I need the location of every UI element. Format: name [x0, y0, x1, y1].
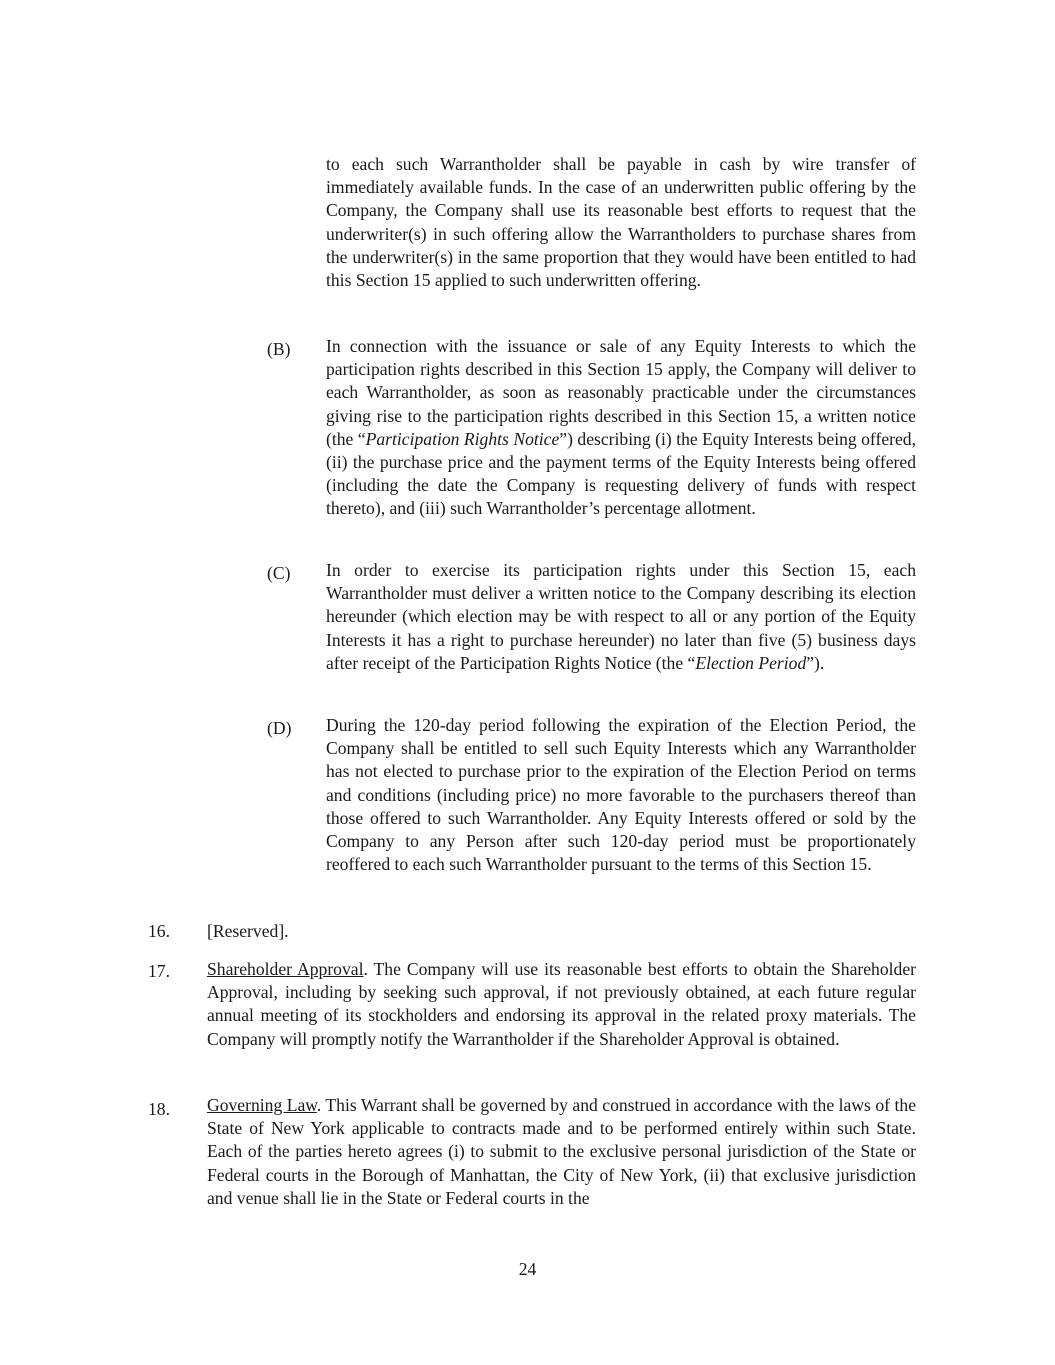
section-17-paragraph	[207, 958, 916, 1051]
section-17-text: . The Company will use its reasonable best efforts to obtain the Shareholder Approval, including by seeking such approval, if not previously obtained, at each future regular annual meeting of its stockholders and endorsing its approval in the related proxy materials. The Company will promptly notify the Warrantholder if the Shareholder Approval is obtained.	[207, 959, 916, 1049]
section-18-text: . This Warrant shall be governed by and construed in accordance with the laws of the State of New York applicable to contracts made and to be performed entirely within such State. Each of the parties hereto agrees (i) to submit to the exclusive personal jurisdiction of the State or Federal courts in the Borough of Manhattan, the City of New York, (ii) that exclusive jurisdiction and venue shall lie in the State or Federal courts in the	[207, 1095, 917, 1208]
subsection-c-paragraph	[326, 559, 916, 675]
continuation-text: to each such Warrantholder shall be payable in cash by wire transfer of immediately available funds. In the case of an underwritten public offering by the Company, the Company shall use its reasonable best efforts to request that the underwriter(s) in such offering allow the Warrantholders to purchase shares from the underwriter(s) in the same proportion that they would have been entitled to had this Section 15 applied to such underwritten offering.	[326, 154, 916, 291]
subsection-b-text-1: In connection with the issuance or sale of any Equity Interests to which the participation rights described in this Section 15 apply, the Company will deliver to each Warrantholder, as soon as reasonably practicable under the circumstances giving rise to the participation rights described in this Section 15, a written notice (the “	[326, 336, 916, 449]
subsection-b-label: (B)	[267, 339, 291, 359]
continuation-paragraph	[326, 153, 916, 292]
subsection-c-text-1: In order to exercise its participation rights under this Section 15, each Warrantholder must deliver a written notice to the Company describing its election hereunder (which election may be with respect to all or any portion of the Equity Interests it has a right to purchase hereunder) no later than five (5) business days after receipt of the Participation Rights Notice (the “	[326, 560, 916, 673]
participation-rights-notice-term: Participation Rights Notice	[365, 428, 560, 449]
section-17-heading: Shareholder Approval	[207, 959, 364, 979]
subsection-d-label: (D)	[267, 718, 292, 738]
election-period-term: Election Period	[695, 652, 807, 673]
section-18-paragraph	[207, 1094, 916, 1210]
section-18-number: 18.	[148, 1099, 170, 1119]
section-17-number: 17.	[148, 961, 170, 981]
page-number: 24	[518, 1259, 537, 1279]
subsection-c-label: (C)	[267, 563, 291, 583]
subsection-b-paragraph	[326, 335, 916, 521]
subsection-d-text: During the 120-day period following the expiration of the Election Period, the Company shall be entitled to sell such Equity Interests which any Warrantholder has not elected to purchase prior to the expiration of the Election Period on terms and conditions (including price) no more favorable to the purchasers thereof than those offered to such Warrantholder. Any Equity Interests offered or sold by the Company to any Person after such 120-day period must be proportionately reoffered to each such Warrantholder pursuant to the terms of this Section 15.	[326, 715, 916, 875]
subsection-c-text-2: ”).	[806, 652, 825, 673]
section-16-text: [Reserved].	[207, 921, 289, 941]
subsection-b-text-2: ”) describing (i) the Equity Interests being offered, (ii) the purchase price and the payment terms of the Equity Interests being offered (including the date the Company is requesting delivery of funds with respect thereto), and (iii) such Warrantholder’s percentage allotment.	[326, 428, 916, 519]
section-16-paragraph	[207, 920, 916, 943]
section-16-number: 16.	[148, 921, 170, 941]
subsection-d-paragraph	[326, 714, 916, 876]
section-18-heading: Governing Law	[207, 1095, 317, 1115]
